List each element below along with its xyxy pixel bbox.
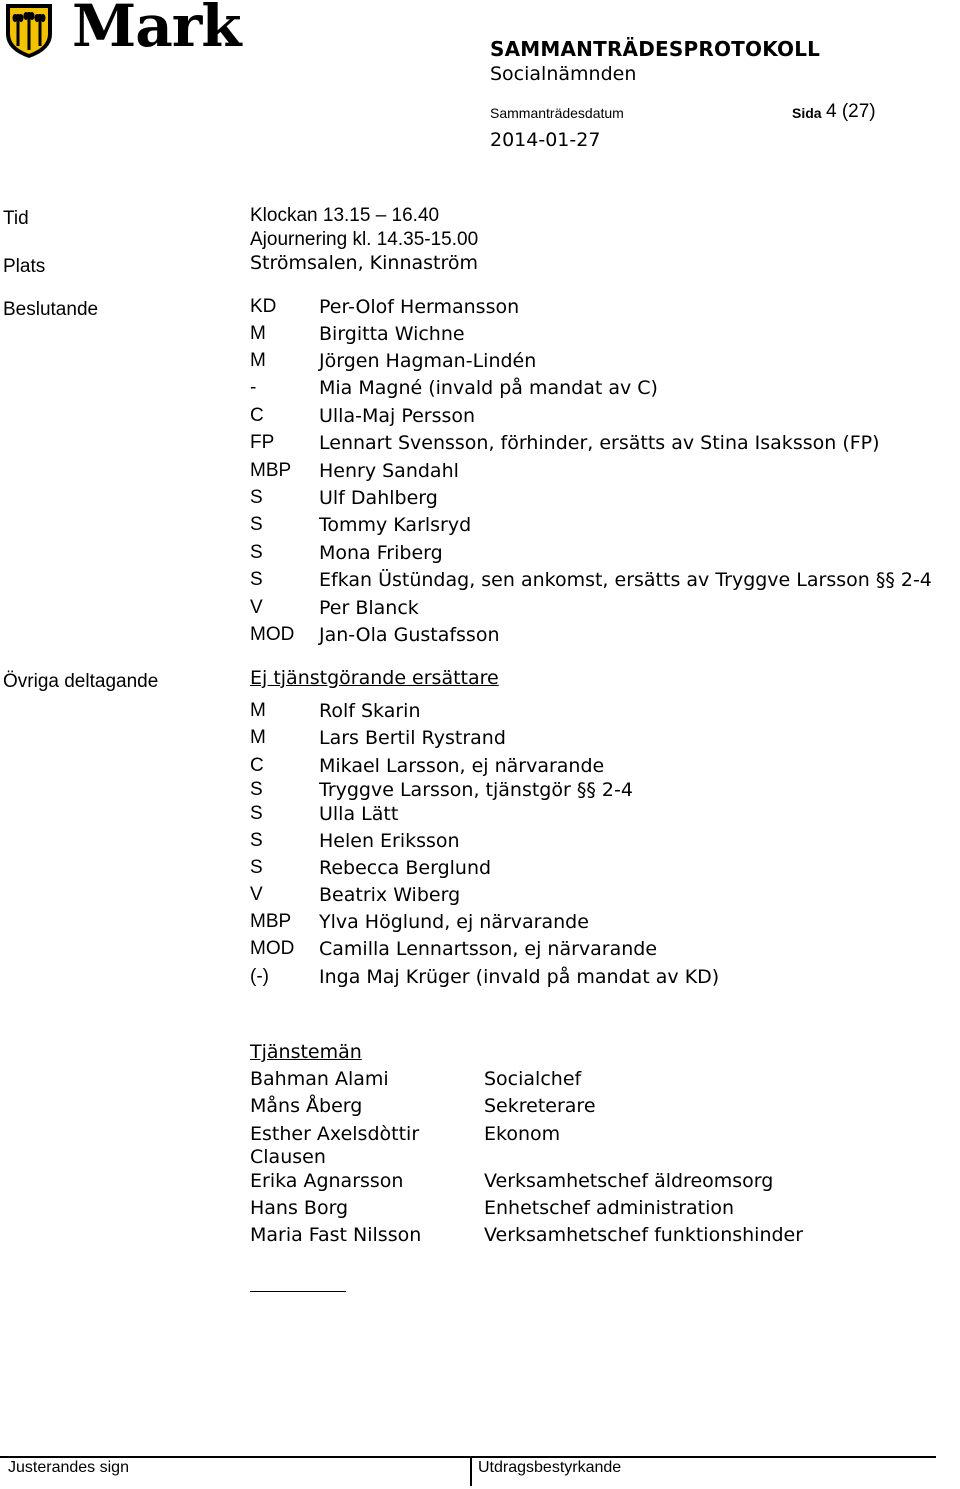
substitute-name: Lars Bertil Rystrand bbox=[319, 727, 506, 749]
footer-rule bbox=[0, 1456, 936, 1458]
footer-divider bbox=[470, 1456, 472, 1486]
official-role: Enhetschef administration bbox=[484, 1197, 735, 1219]
decision-makers-label: Beslutande bbox=[3, 299, 99, 320]
member-party: FP bbox=[250, 432, 275, 453]
member-name: Per-Olof Hermansson bbox=[319, 296, 520, 318]
member-party: S bbox=[250, 569, 263, 590]
member-name: Per Blanck bbox=[319, 597, 419, 619]
signature-label: Justerandes sign bbox=[8, 1459, 129, 1476]
certification-label: Utdragsbestyrkande bbox=[478, 1459, 622, 1476]
officials-heading: Tjänstemän bbox=[250, 1041, 362, 1063]
page-label: Sida bbox=[792, 105, 822, 121]
official-name: Maria Fast Nilsson bbox=[250, 1224, 422, 1246]
substitute-party: C bbox=[250, 755, 264, 776]
meeting-date: 2014-01-27 bbox=[490, 129, 601, 151]
official-role: Verksamhetschef funktionshinder bbox=[484, 1224, 804, 1246]
member-party: V bbox=[250, 597, 263, 618]
substitute-party: S bbox=[250, 857, 263, 878]
member-name: Lennart Svensson, förhinder, ersätts av Stina Isaksson (FP) bbox=[319, 432, 880, 454]
meeting-date-label: Sammanträdesdatum bbox=[490, 105, 624, 121]
official-role: Socialchef bbox=[484, 1068, 582, 1090]
substitute-party: S bbox=[250, 803, 263, 824]
member-party: S bbox=[250, 487, 263, 508]
member-party: C bbox=[250, 405, 264, 426]
member-name: Henry Sandahl bbox=[319, 460, 459, 482]
logo-wordmark: Mark bbox=[72, 0, 241, 60]
place-value: Strömsalen, Kinnaström bbox=[250, 252, 479, 274]
substitute-name: Inga Maj Krüger (invald på mandat av KD) bbox=[319, 966, 720, 988]
official-name: Esther Axelsdòttir bbox=[250, 1123, 420, 1145]
member-name: Ulf Dahlberg bbox=[319, 487, 438, 509]
member-party: KD bbox=[250, 296, 277, 317]
substitute-party: (-) bbox=[250, 966, 269, 987]
substitute-name: Tryggve Larsson, tjänstgör §§ 2-4 bbox=[319, 779, 633, 801]
member-name: Mona Friberg bbox=[319, 542, 443, 564]
substitute-name: Helen Eriksson bbox=[319, 830, 460, 852]
official-role: Ekonom bbox=[484, 1123, 561, 1145]
substitute-name: Beatrix Wiberg bbox=[319, 884, 461, 906]
substitute-party: MBP bbox=[250, 911, 292, 932]
substitute-name: Rebecca Berglund bbox=[319, 857, 492, 879]
mark-coat-of-arms-logo bbox=[0, 0, 72, 60]
substitute-name: Mikael Larsson, ej närvarande bbox=[319, 755, 605, 777]
substitute-party: M bbox=[250, 700, 266, 721]
substitute-party: M bbox=[250, 727, 266, 748]
substitute-party: V bbox=[250, 884, 263, 905]
time-value: Klockan 13.15 – 16.40 bbox=[250, 205, 440, 226]
member-party: MOD bbox=[250, 624, 295, 645]
official-name: Clausen bbox=[250, 1146, 326, 1168]
place-label: Plats bbox=[3, 256, 46, 277]
substitutes-heading: Ej tjänstgörande ersättare bbox=[250, 667, 499, 689]
document-title: SAMMANTRÄDESPROTOKOLL bbox=[490, 37, 821, 61]
substitute-name: Camilla Lennartsson, ej närvarande bbox=[319, 938, 658, 960]
member-party: S bbox=[250, 514, 263, 535]
member-name: Jörgen Hagman-Lindén bbox=[319, 350, 537, 372]
official-name: Hans Borg bbox=[250, 1197, 349, 1219]
adjournment-value: Ajournering kl. 14.35-15.00 bbox=[250, 229, 479, 250]
substitute-party: S bbox=[250, 830, 263, 851]
member-party: - bbox=[250, 377, 257, 398]
member-name: Mia Magné (invald på mandat av C) bbox=[319, 377, 658, 399]
others-label: Övriga deltagande bbox=[3, 671, 159, 692]
substitute-name: Ylva Höglund, ej närvarande bbox=[319, 911, 589, 933]
time-label: Tid bbox=[3, 208, 29, 229]
committee-name: Socialnämnden bbox=[490, 63, 637, 85]
member-party: S bbox=[250, 542, 263, 563]
member-name: Birgitta Wichne bbox=[319, 323, 465, 345]
official-name: Måns Åberg bbox=[250, 1095, 363, 1117]
official-role: Sekreterare bbox=[484, 1095, 596, 1117]
official-name: Erika Agnarsson bbox=[250, 1170, 404, 1192]
substitute-name: Ulla Lätt bbox=[319, 803, 399, 825]
member-party: M bbox=[250, 350, 266, 371]
substitute-name: Rolf Skarin bbox=[319, 700, 421, 722]
official-name: Bahman Alami bbox=[250, 1068, 389, 1090]
substitute-party: MOD bbox=[250, 938, 295, 959]
official-role: Verksamhetschef äldreomsorg bbox=[484, 1170, 774, 1192]
page-number: 4 (27) bbox=[826, 101, 876, 122]
member-name: Efkan Üstündag, sen ankomst, ersätts av Tryggve Larsson §§ 2-4 bbox=[319, 569, 932, 591]
member-name: Jan-Ola Gustafsson bbox=[319, 624, 500, 646]
member-name: Tommy Karlsryd bbox=[319, 514, 472, 536]
member-party: MBP bbox=[250, 460, 292, 481]
member-party: M bbox=[250, 323, 266, 344]
member-name: Ulla-Maj Persson bbox=[319, 405, 476, 427]
separator-line bbox=[250, 1291, 346, 1292]
substitute-party: S bbox=[250, 779, 263, 800]
